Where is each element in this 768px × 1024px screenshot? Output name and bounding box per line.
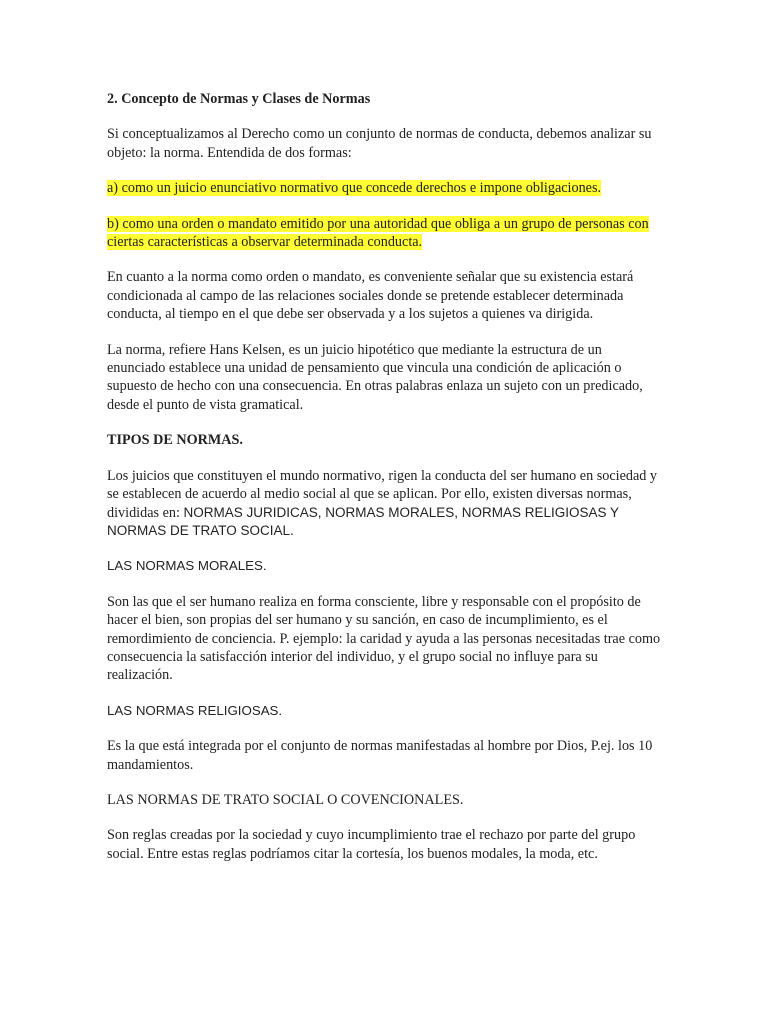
tipos-paragraph bbox=[107, 467, 662, 541]
morales-paragraph: Son las que el ser humano realiza en forma consciente, libre y responsable con el propósito de hacer el bien, son propias del ser humano y su sanción, en caso de incumplimiento, es el remordimiento de conciencia. P. ejemplo: la caridad y ayuda a las personas necesitadas trae como consecuencia la satisfacción interior del individuo, y el grupo social no influye para su realización. bbox=[107, 593, 661, 684]
trato-heading: LAS NORMAS DE TRATO SOCIAL O COVENCIONALES. bbox=[107, 791, 464, 808]
tipos-heading: TIPOS DE NORMAS. bbox=[107, 432, 243, 449]
kelsen-paragraph: La norma, refiere Hans Kelsen, es un juicio hipotético que mediante la estructura de un enunciado establece una unidad de pensamiento que vincula una condición de aplicación o supuesto de hecho con una consecuencia. En otras palabras enlaza un sujeto con un predicado, desde el punto de vista gramatical. bbox=[107, 341, 643, 413]
religiosas-heading: LAS NORMAS RELIGIOSAS. bbox=[107, 702, 283, 718]
form-b-highlight: b) como una orden o mandato emitido por una autoridad que obliga a un grupo de personas con ciertas características a observar determinada conducta. bbox=[107, 215, 649, 251]
morales-heading: LAS NORMAS MORALES. bbox=[107, 558, 267, 574]
form-a-highlight: a) como un juicio enunciativo normativo que concede derechos e impone obligaciones. bbox=[107, 180, 602, 197]
form-a-paragraph bbox=[107, 179, 662, 197]
tipos-text: Los juicios que constituyen el mundo normativo, rigen la conducta del ser humano en sociedad y se establecen de acuerdo al medio social al que se aplican. Por ello, existen diversas normas, divididas en: bbox=[107, 467, 658, 521]
intro-paragraph: Si conceptualizamos al Derecho como un conjunto de normas de conducta, debemos analizar su objeto: la norma. Entendida de dos formas: bbox=[107, 126, 652, 161]
document-page bbox=[107, 90, 662, 880]
tipos-list-text: NORMAS JURIDICAS, NORMAS MORALES, NORMAS RELIGIOSAS Y NORMAS DE TRATO SOCIAL. bbox=[107, 504, 619, 538]
trato-paragraph: Son reglas creadas por la sociedad y cuyo incumplimiento trae el rechazo por parte del grupo social. Entre estas reglas podríamos citar la cortesía, los buenos modales, la moda, etc. bbox=[107, 827, 636, 862]
orden-paragraph: En cuanto a la norma como orden o mandato, es conveniente señalar que su existencia estará condicionada al campo de las relaciones sociales donde se pretende establecer determinada conducta, al tiempo en el que debe ser observada y a los sujetos a quienes va dirigida. bbox=[107, 269, 634, 323]
document-title: 2. Concepto de Normas y Clases de Normas bbox=[107, 91, 371, 107]
religiosas-paragraph: Es la que está integrada por el conjunto de normas manifestadas al hombre por Dios, P.ej. los 10 mandamientos. bbox=[107, 738, 653, 773]
form-b-paragraph bbox=[107, 215, 662, 252]
